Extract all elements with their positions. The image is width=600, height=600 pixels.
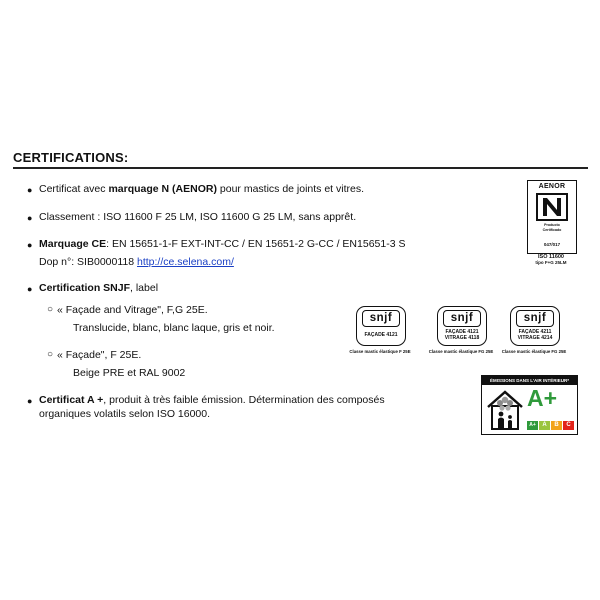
- aenor-foot-1: Producto: [544, 223, 560, 227]
- facade-colors: Beige PRE et RAL 9002: [73, 367, 186, 379]
- snjf-caption-1: Classe mastic élastique F 25E: [349, 349, 411, 354]
- snjf-mark: snjf: [443, 310, 481, 327]
- aenor-name: AENOR: [538, 183, 566, 190]
- facade-vitrage-colors: Translucide, blanc, blanc laque, gris et noir.: [73, 322, 275, 334]
- class-a: A: [539, 421, 550, 430]
- emissions-label: [481, 375, 578, 435]
- snjf-caption-3: Classe mastic élastique FG 25E: [501, 349, 567, 354]
- aenor-iso-caption: ISO 11600 tipo F+G 25LM: [535, 254, 567, 265]
- section-title: CERTIFICATIONS:: [13, 150, 129, 165]
- class-b: B: [551, 421, 562, 430]
- snjf-mark: snjf: [516, 310, 554, 327]
- aenor-logo: [527, 180, 577, 254]
- snjf-mark: snjf: [362, 310, 400, 327]
- section-divider: [13, 167, 588, 169]
- snjf-line-2: VITRAGE 4118: [444, 335, 480, 341]
- emissions-header: ÉMISSIONS DANS L'AIR INTÉRIEUR*: [482, 376, 577, 385]
- snjf-label-3: [510, 306, 560, 346]
- snjf-line-1: FAÇADE 4211: [518, 329, 552, 335]
- bullet-icon: ●: [27, 213, 33, 223]
- facade-text: « Façade", F 25E.: [57, 349, 142, 361]
- bullet-icon: ●: [27, 185, 33, 195]
- aenor-certificate-text: Certificat avec marquage N (AENOR) pour mastics de joints et vitres.: [39, 183, 365, 195]
- bullet-icon: ●: [27, 240, 33, 250]
- class-a-plus: A+: [527, 421, 538, 430]
- classement-text: Classement : ISO 11600 F 25 LM, ISO 11600 G 25 LM, sans apprêt.: [39, 211, 357, 223]
- class-c: C: [563, 421, 574, 430]
- sub-bullet-icon: ○: [47, 349, 54, 360]
- aplus-certificate-text-line2: organiques volatils selon ISO 16000.: [39, 408, 211, 420]
- facade-vitrage-text: « Façade and Vitrage", F,G 25E.: [57, 304, 208, 316]
- aplus-certificate-text: Certificat A +, produit à très faible émission. Détermination des composés: [39, 394, 385, 406]
- house-icon: [485, 387, 525, 431]
- snjf-line-1: FAÇADE 4121: [364, 332, 398, 338]
- aenor-foot-3: 047/017: [543, 242, 561, 247]
- emissions-grade: A+: [527, 385, 558, 411]
- bullet-icon: ●: [27, 284, 33, 294]
- snjf-label-2: [437, 306, 487, 346]
- bullet-icon: ●: [27, 396, 33, 406]
- snjf-line-1: FAÇADE 4121: [445, 329, 479, 335]
- aenor-foot-2: Certificado: [542, 228, 562, 232]
- dop-line: Dop n°: SIB0000118 http://ce.selena.com/: [39, 256, 234, 268]
- snjf-caption-2: Classe mastic élastique FG 25E: [428, 349, 494, 354]
- snjf-certification-text: Certification SNJF, label: [39, 282, 159, 294]
- snjf-line-2: VITRAGE 4214: [517, 335, 553, 341]
- sub-bullet-icon: ○: [47, 304, 54, 315]
- dop-link[interactable]: http://ce.selena.com/: [137, 256, 234, 268]
- snjf-label-1: [356, 306, 406, 346]
- ce-marking-text: Marquage CE: EN 15651-1-F EXT-INT-CC / EN 15651-2 G-CC / EN15651-3 S: [39, 238, 406, 250]
- n-mark-icon: [536, 193, 568, 221]
